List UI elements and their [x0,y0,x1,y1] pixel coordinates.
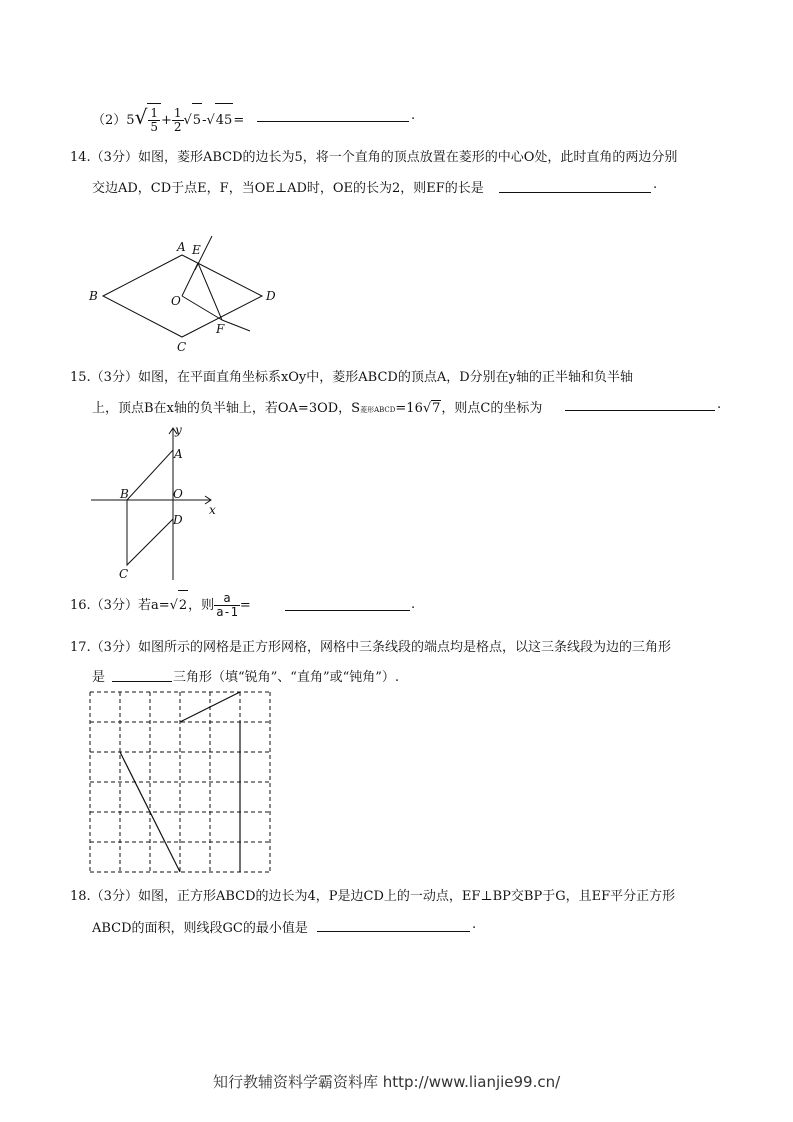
q16-eq: = [239,598,251,613]
q13-coef: 5 [126,113,135,128]
q14-rhombus-figure [85,230,285,360]
label-o: O [171,294,181,308]
q17-answer-blank[interactable] [112,681,172,682]
q16-period: . [411,597,416,612]
label-c: C [177,340,187,354]
q18-period: . [472,917,477,932]
q13-plus: + [160,113,172,128]
q15-line2-a: 上，顶点B在x轴的负半轴上，若OA=3OD，S [92,401,361,416]
q14-answer-blank[interactable] [499,192,651,193]
q16-answer-blank[interactable] [285,610,410,611]
q16-text-b: ，则 [188,598,215,613]
q15-period: . [717,397,722,412]
q14-period: . [653,177,658,192]
label-d: D [266,289,276,303]
segment-ef [198,263,222,320]
q13-part2: （2）5√ $\frac{1}{5}$ + $\frac{1}{2}$ √5-√45= [92,100,244,134]
label-b: B [89,289,98,303]
q18-line1: 18.（3分）如图，正方形ABCD的边长为4，P是边CD上的一动点，EF⊥BP交BP于G，且EF平分正方形 [70,889,676,904]
label-e: E [192,243,201,257]
q13-frac1-den: 5 [150,120,158,134]
label-o: O [173,487,183,501]
q15-line2-b: =16 [395,401,423,416]
q13-eq: = [233,113,245,128]
q15-coordinate-figure [85,420,225,585]
q17-line1: 17.（3分）如图所示的网格是正方形网格，网格中三条线段的端点均是格点，以这三条线段为边的三角形 [70,640,671,655]
q15-line2-c: ，则点C的坐标为 [441,401,543,416]
q13-rad3: 45 [215,103,234,138]
label-a: A [174,447,183,461]
q15-answer-blank[interactable] [565,410,715,411]
q13-frac1-num: 1 [150,106,158,120]
q13-period: . [411,108,416,123]
q16-text-a: 16.（3分）若a= [70,598,170,613]
q18-answer-blank[interactable] [317,931,470,932]
q13-frac2-num: 1 [173,106,182,120]
q16-frac-num: a [214,592,240,606]
segment-1 [180,692,240,722]
q18-line2: ABCD的面积，则线段GC的最小值是 [92,921,308,936]
label-b: B [120,487,129,501]
q17-line2a: 是 [92,670,106,685]
q17-line2b: 三角形（填“锐角”、“直角”或“钝角”）. [173,670,400,685]
q13-minus: - [202,113,207,128]
label-f: F [216,322,225,336]
q13-rad2: 5 [192,103,202,138]
label-d: D [173,513,183,527]
q15-rad: 7 [432,401,441,416]
label-y: y [175,423,182,437]
q13-frac2-den: 2 [173,120,182,134]
label-c: C [119,567,129,581]
q16-frac-den: a-1 [216,605,238,619]
rhombus-abcd [127,450,173,565]
footer-watermark: 知行教辅资料学霸资料库 http://www.lianjie99.cn/ [213,1073,561,1091]
q13-label: （2） [92,113,127,128]
q15-line2: 上，顶点B在x轴的负半轴上，若OA=3OD，S菱形ABCD=16√7，则点C的坐标为 [92,401,543,416]
label-a: A [177,240,186,254]
q16-rad: 2 [178,590,188,621]
segment-of [182,296,222,320]
line-right-angle-arm-2 [222,320,250,331]
q17-grid-figure [88,690,274,876]
q13-answer-blank[interactable] [257,121,409,122]
q15-line1: 15.（3分）如图，在平面直角坐标系xOy中，菱形ABCD的顶点A，D分别在y轴的正半轴和负半轴 [70,370,633,385]
q15-area-subscript: 菱形ABCD [360,406,396,414]
q14-line1: 14.（3分）如图，菱形ABCD的边长为5，将一个直角的顶点放置在菱形的中心O处，此时直角的两边分别 [70,150,678,165]
q16-line: 16.（3分）若a=√2，则 $\frac{a}{a-1}$ = [70,591,251,619]
q14-line2: 交边AD，CD于点E，F，当OE⊥AD时，OE的长为2，则EF的长是 [92,181,484,196]
label-x: x [209,503,216,517]
